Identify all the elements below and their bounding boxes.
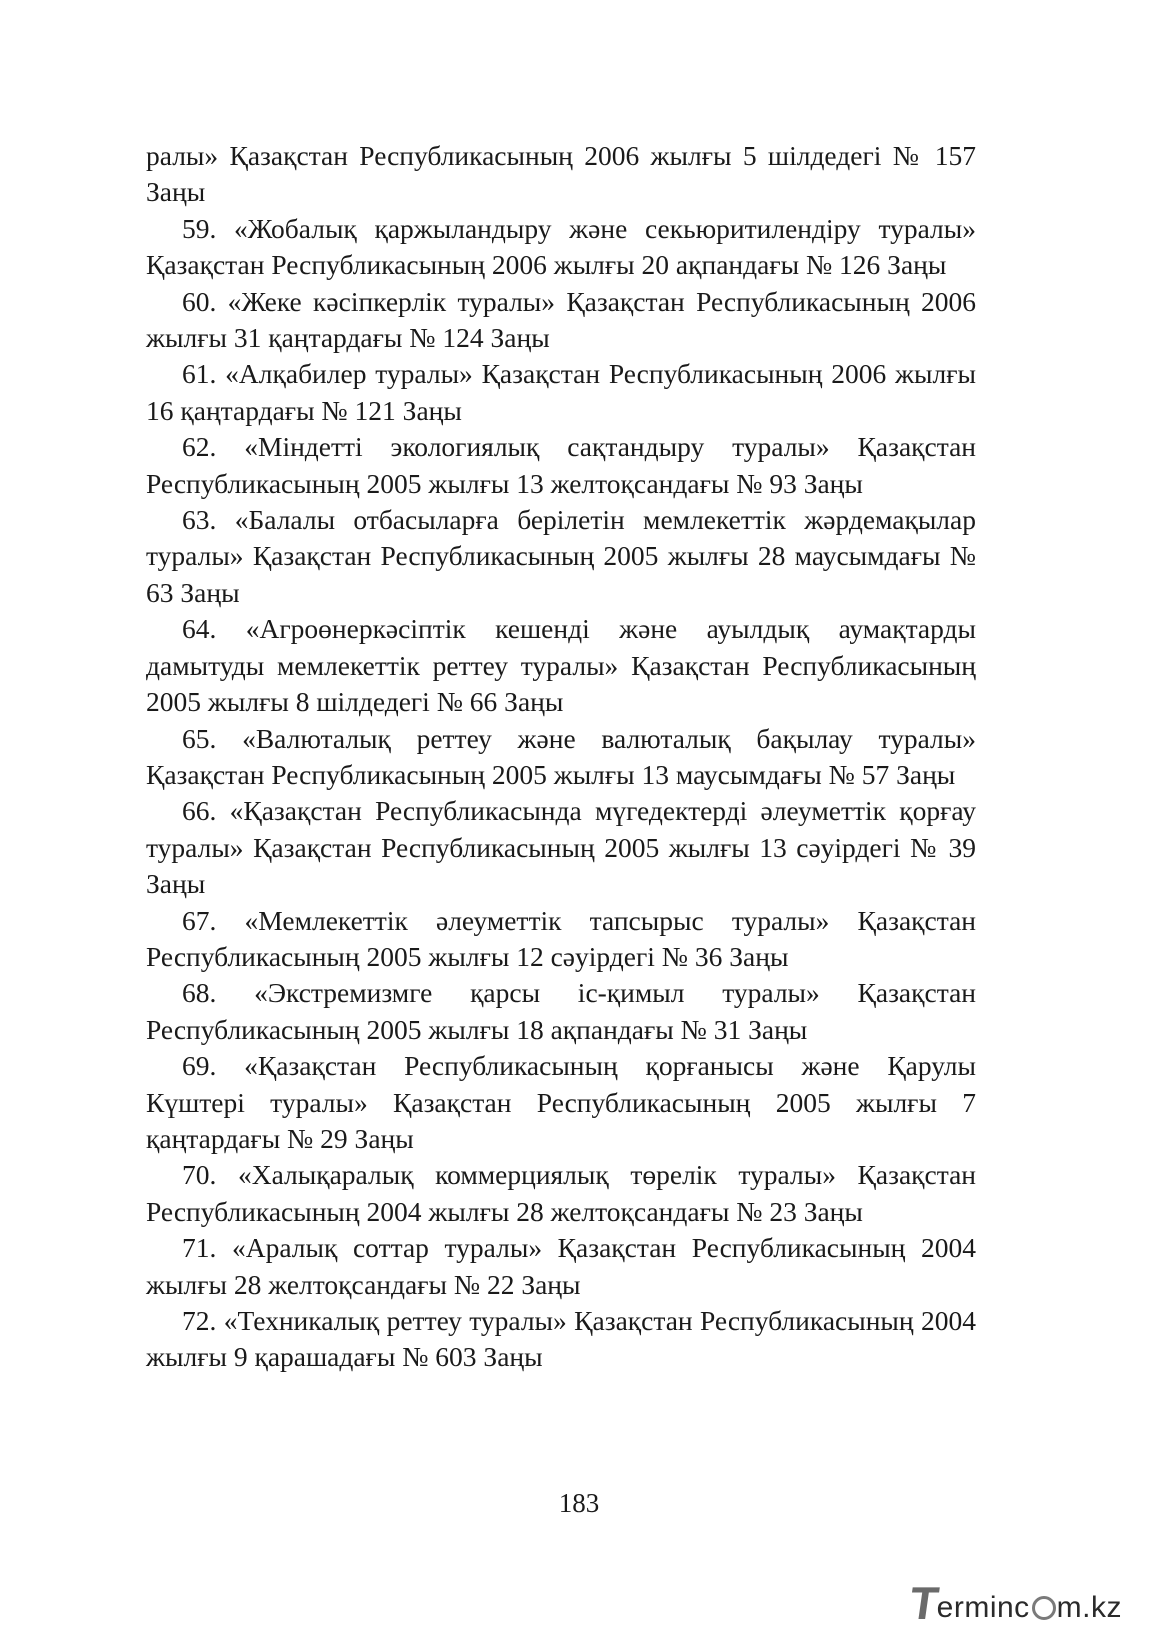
law-entry-71: 71. «Аралық соттар туралы» Қазақстан Республикасының 2004 жылғы 28 желтоқсандағы № 22 Заңы xyxy=(146,1232,976,1300)
page-number: 183 xyxy=(558,1488,600,1518)
watermark-text-part-one: ermin xyxy=(936,1591,1015,1624)
law-entry-68: 68. «Экстремизмге қарсы іс-қимыл туралы» Қазақстан Республикасының 2005 жылғы 18 ақпандағы № 31 Заңы xyxy=(146,977,976,1045)
watermark-letter-c: c xyxy=(1014,1591,1030,1624)
law-entry-72: 72. «Техникалық реттеу туралы» Қазақстан Республикасының 2004 жылғы 9 қарашадағы № 603 Заңы xyxy=(146,1305,976,1373)
continuation-paragraph: ралы» Қазақстан Республикасының 2006 жылғы 5 шілдедегі № 157 Заңы xyxy=(146,140,976,208)
law-entry-60: 60. «Жеке кәсіпкерлік туралы» Қазақстан Республикасының 2006 жылғы 31 қаңтардағы № 124 Заңы xyxy=(146,285,976,354)
law-entry-62: 62. «Міндетті экологиялық сақтандыру туралы» Қазақстан Республикасының 2005 жылғы 13 желтоқсандағы № 93 Заңы xyxy=(146,431,976,499)
law-entry-67: 67. «Мемлекеттік әлеуметтік тапсырыс туралы» Қазақстан Республикасының 2005 жылғы 12 сәуірдегі № 36 Заңы xyxy=(146,904,976,972)
law-entry-69: 69. «Қазақстан Республикасының қорғанысы және Қарулы Күштері туралы» Қазақстан Республикасының 2005 жылғы 7 қаңтардағы № 29 Заңы xyxy=(146,1050,976,1154)
law-entry-64: 64. «Агроөнеркәсіптік кешенді және ауылдық аумақтарды дамытуды мемлекеттік реттеу туралы» Қазақстан Республикасының 2005 жылғы 8 шілдедегі № 66 Заңы xyxy=(146,613,976,718)
law-entry-61: 61. «Алқабилер туралы» Қазақстан Республикасының 2006 жылғы 16 қаңтардағы № 121 Заңы xyxy=(146,358,976,426)
law-entry-63: 63. «Балалы отбасыларға берілетін мемлекеттік жәрдемақылар туралы» Қазақстан Республикасының 2005 жылғы 28 маусымдағы № 63 Заңы xyxy=(146,504,976,608)
law-entry-70: 70. «Халықаралық коммерциялық төрелік туралы» Қазақстан Республикасының 2004 жылғы 28 желтоқсандағы № 23 Заңы xyxy=(146,1159,976,1227)
watermark-text-part-two: m.kz xyxy=(1056,1591,1122,1624)
law-entry-59: 59. «Жобалық қаржыландыру және секьюритилендіру туралы» Қазақстан Республикасының 2006 жылғы 20 ақпандағы № 126 Заңы xyxy=(146,212,976,281)
circle-logo-icon xyxy=(1032,1596,1056,1620)
law-entry-66: 66. «Қазақстан Республикасында мүгедектерді әлеуметтік қорғау туралы» Қазақстан Республикасының 2005 жылғы 13 сәуірдегі № 39 Заңы xyxy=(146,795,976,900)
termincom-watermark xyxy=(906,1577,1122,1629)
law-entry-65: 65. «Валюталық реттеу және валюталық бақылау туралы» Қазақстан Республикасының 2005 жылғы 13 маусымдағы № 57 Заңы xyxy=(146,722,976,790)
document-body xyxy=(146,138,976,1376)
watermark-letter-t: T xyxy=(906,1577,943,1629)
